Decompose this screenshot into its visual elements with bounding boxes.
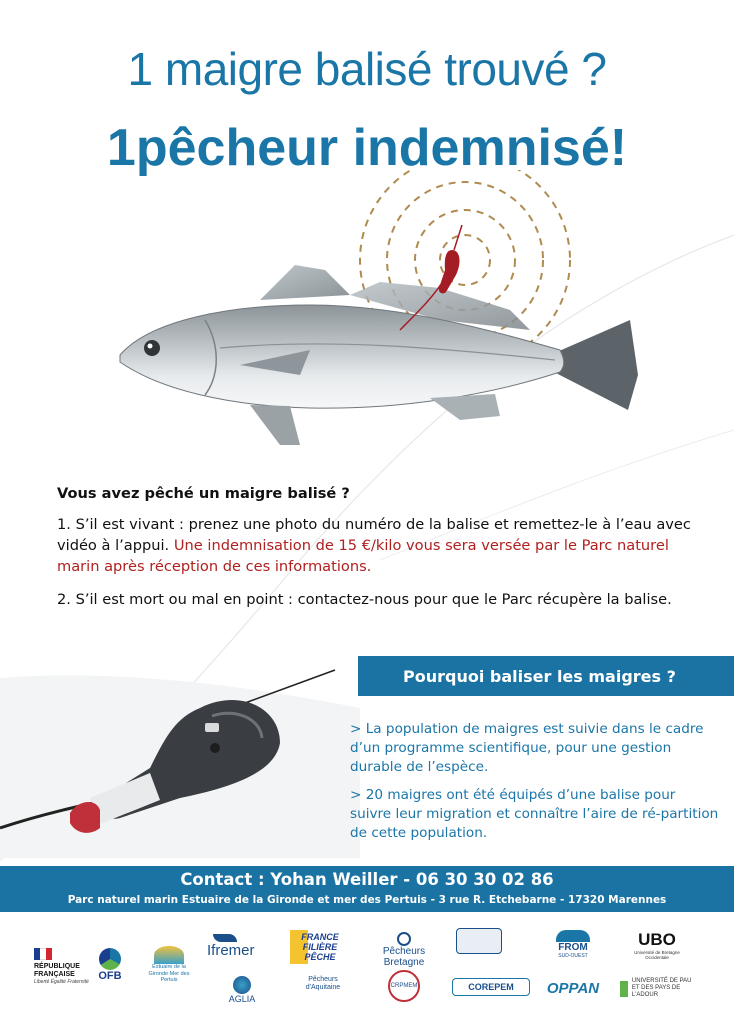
corepem-logo: COREPEM	[452, 978, 530, 996]
why-block	[350, 720, 720, 852]
why-heading: Pourquoi baliser les maigres ?	[403, 666, 676, 686]
opan-logo: OPPAN	[546, 980, 600, 997]
why-heading-bar	[358, 656, 734, 696]
fish-with-tag-icon	[110, 170, 650, 460]
aglia-logo: AGLIA	[220, 976, 264, 1004]
step1-text: 1. S’il est vivant : prenez une photo du numéro de la balise et remettez-le à l’eau avec vidéo à l’appui.	[57, 516, 691, 554]
instructions-step1	[57, 514, 697, 577]
instructions-step2: 2. S’il est mort ou mal en point : contactez-nous pour que le Parc récupère la balise.	[57, 591, 672, 608]
from-logo: FROM SUD-OUEST	[548, 930, 598, 959]
address-line: Parc naturel marin Estuaire de la Gironde et mer des Pertuis - 3 rue R. Etchebarne - 17320 Marennes	[67, 894, 667, 906]
instructions-question: Vous avez pêché un maigre balisé ?	[57, 485, 350, 502]
pecheurs-aquitaine-logo: Pêcheurs d'Aquitaine	[305, 976, 341, 991]
crpmem-logo: CRPMEM	[388, 970, 424, 1002]
republique-logo: RÉPUBLIQUE FRANÇAISE Liberté Égalité Fraternité	[34, 948, 90, 985]
estuaire-logo: Estuaire de la Gironde Mer des Pertuis	[146, 946, 192, 984]
instructions-block	[57, 483, 697, 610]
ubo-logo: UBO Université de Bretagne Occidentale	[634, 930, 680, 960]
pecheurs-bretagne-logo: Pêcheurs Bretagne	[372, 932, 436, 968]
why-point-2: > 20 maigres ont été équipés d’une balise pour suivre leur migration et connaître l’aire de ré-partition de cette population.	[350, 787, 719, 841]
universite-pau-logo: UNIVERSITÉ DE PAU ET DES PAYS DE L'ADOUR	[620, 978, 700, 999]
headline-line2: 1pêcheur indemnisé!	[106, 119, 628, 177]
contact-band	[0, 866, 734, 912]
partner-logos	[0, 918, 734, 1024]
step1-compensation-text: Une indemnisation de 15 €/kilo vous sera versée par le Parc naturel marin après réception de ces informations.	[57, 537, 669, 575]
contact-line: Contact : Yohan Weiller - 06 30 30 02 86	[180, 870, 554, 889]
headline-line1: 1 maigre balisé trouvé ?	[127, 43, 607, 95]
comite-regional-logo	[456, 928, 506, 954]
ifremer-logo: Ifremer	[207, 934, 277, 959]
why-point-1: > La population de maigres est suivie dans le cadre d’un programme scientifique, pour une gestion durable de l’espèce.	[350, 721, 704, 775]
france-filiere-peche-logo: FRANCE FILIÈRE PÊCHE	[290, 930, 350, 964]
ofb-logo: OFB	[92, 948, 128, 982]
acoustic-tag-icon	[0, 648, 360, 858]
